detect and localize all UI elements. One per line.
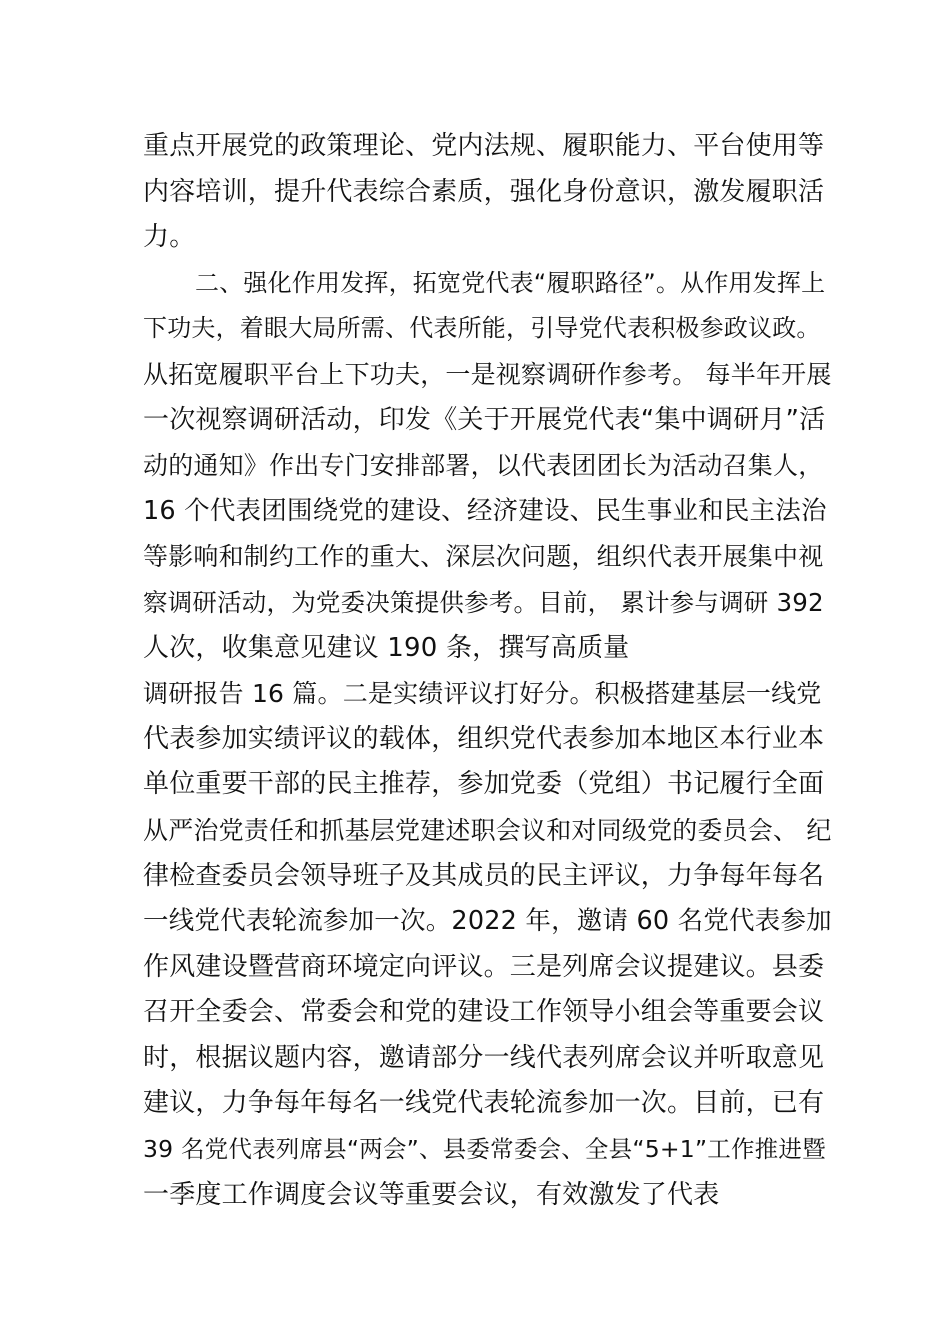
text-line: 一线党代表轮流参加一次。2022 年，邀请 60 名党代表参加: [143, 906, 832, 937]
text-line: 一次视察调研活动，印发《关于开展党代表“集中调研月”活: [143, 404, 826, 435]
text-line: 一季度工作调度会议等重要会议，有效激发了代表: [143, 1179, 720, 1210]
text-line: 作风建设暨营商环境定向评议。三是列席会议提建议。县委: [143, 951, 825, 982]
text-line: 调研报告 16 篇。二是实绩评议打好分。积极搭建基层一线党: [143, 679, 822, 709]
text-line: 动的通知》作出专门安排部署，以代表团团长为活动召集人，: [143, 451, 824, 481]
text-line: 从严治党责任和抓基层党建述职会议和对同级党的委员会、 纪: [143, 815, 832, 845]
text-line: 重点开展党的政策理论、党内法规、履职能力、平台使用等: [143, 131, 825, 161]
text-line: 等影响和制约工作的重大、深层次问题，组织代表开展集中视: [143, 542, 824, 572]
text-line: 人次，收集意见建议 190 条，撰写高质量: [143, 632, 630, 663]
text-line: 召开全委会、常委会和党的建设工作领导小组会等重要会议: [143, 997, 825, 1028]
text-line: 力。: [143, 222, 196, 253]
text-line: 时，根据议题内容，邀请部分一线代表列席会议并听取意见: [143, 1042, 825, 1073]
text-line: 16 个代表团围绕党的建设、经济建设、民生事业和民主法治: [143, 495, 827, 526]
text-line: 内容培训，提升代表综合素质，强化身份意识，激发履职活: [143, 176, 825, 207]
text-line: 下功夫，着眼大局所需、代表所能，引导党代表积极参政议政。: [143, 314, 821, 343]
text-line: 从拓宽履职平台上下功夫，一是视察调研作参考。 每半年开展: [143, 359, 832, 389]
text-line: 代表参加实绩评议的载体，组织党代表参加本地区本行业本: [143, 723, 825, 754]
text-line: 39 名党代表列席县“两会”、县委常委会、全县“5+1”工作推进暨: [143, 1135, 826, 1164]
text-line: 律检查委员会领导班子及其成员的民主评议，力争每年每名: [143, 860, 825, 891]
text-line: 察调研活动，为党委决策提供参考。目前， 累计参与调研 392: [143, 587, 824, 617]
text-line: 单位重要干部的民主推荐，参加党委（党组）书记履行全面: [143, 769, 825, 800]
section-heading-line: 二、强化作用发挥，拓宽党代表“履职路径”。从作用发挥上: [195, 268, 826, 297]
body-text: [143, 124, 833, 1218]
text-line: 建议，力争每年每名一线党代表轮流参加一次。目前，已有: [143, 1088, 825, 1119]
